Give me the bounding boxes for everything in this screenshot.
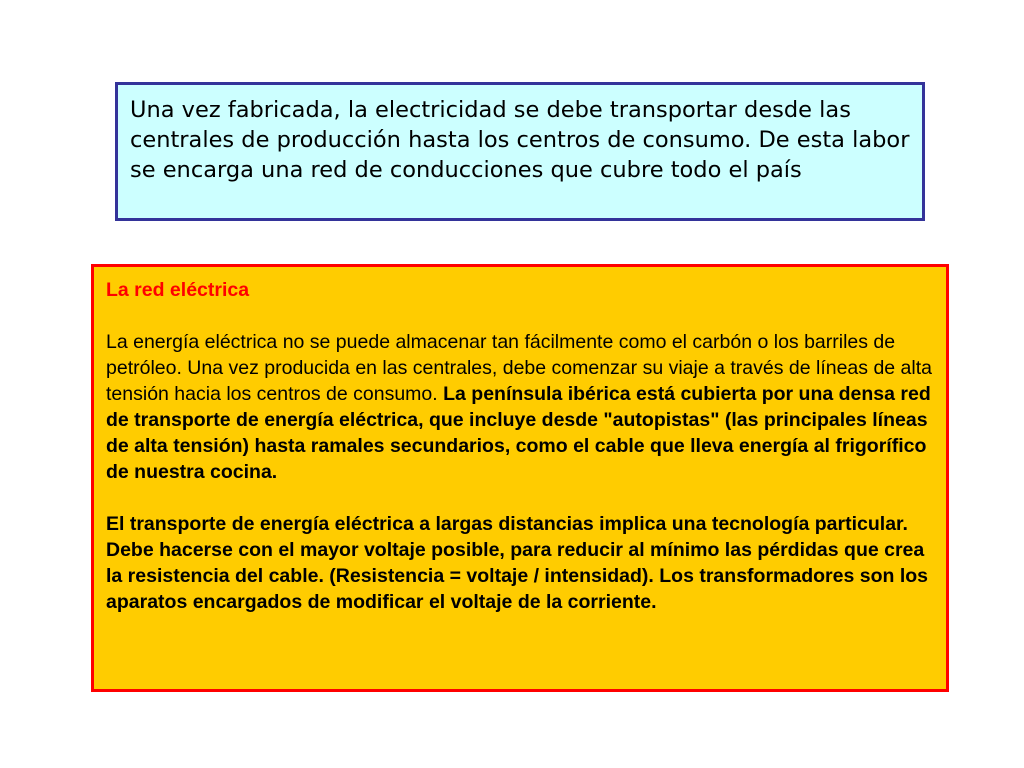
info-title: La red eléctrica <box>106 279 250 301</box>
intro-text-box <box>115 82 925 221</box>
info-text-box <box>91 264 949 692</box>
info-paragraph-1-normal: La energía eléctrica no se puede almacenar tan fácilmente como el carbón o los barriles de petróleo. Una vez producida en las centrales, debe comenzar su viaje a través de líneas de alta tensión hacia los centros de consumo. <box>106 331 932 405</box>
intro-text: Una vez fabricada, la electricidad se debe transportar desde las centrales de producción hasta los centros de consumo. De esta labor se encarga una red de conducciones que cubre todo el país <box>130 97 910 183</box>
info-paragraph-1-bold: La península ibérica está cubierta por una densa red de transporte de energía eléctrica, que incluye desde "autopistas" (las principales líneas de alta tensión) hasta ramales secundarios, como el cable que lleva energía al frigorífico de nuestra cocina. <box>106 383 931 483</box>
info-paragraph-1 <box>106 329 934 485</box>
info-paragraph-2: El transporte de energía eléctrica a largas distancias implica una tecnología particular. Debe hacerse con el mayor voltaje posible, para reducir al mínimo las pérdidas que crea la resistencia del cable. (Resistencia = voltaje / intensidad). Los transformadores son los aparatos encargados de modificar el voltaje de la corriente. <box>106 513 928 613</box>
